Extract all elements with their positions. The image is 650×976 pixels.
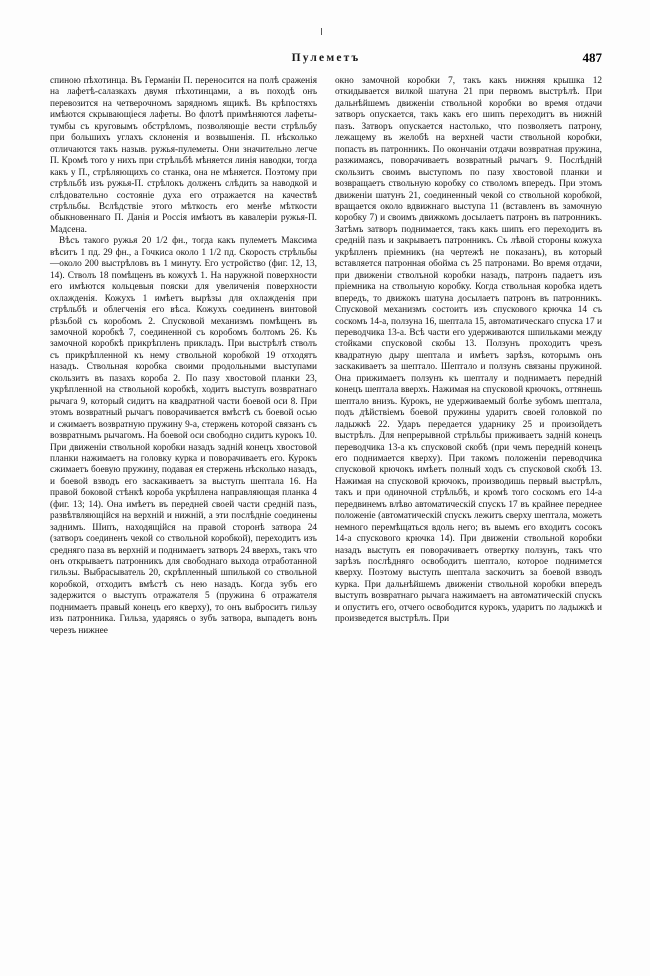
column-left bbox=[50, 76, 317, 956]
page-number: 487 bbox=[582, 50, 602, 65]
paragraph: спиною пѣхотинца. Въ Германіи П. переносится на полѣ сраженія на лафетѣ-салазкахъ двумя пѣхотинцами, а въ походѣ онъ перевозится на четверочномъ зарядномъ ящикѣ. Въ крѣпостяхъ имѣются скрывающіеся лафеты. Во флотѣ примѣняются лафеты-тумбы съ круговымъ обстрѣломъ, позволяющіе вести стрѣльбу при большихъ углахъ склоненія и возвышенія. П. нѣсколько отличаются такъ назыв. ружья-пулеметы. Они значительно легче П. Кромѣ того у нихъ при стрѣльбѣ мѣняется линія наводки, тогда какъ у П., стрѣляющихъ со станка, она не мѣняется. Поэтому при стрѣльбѣ изъ ружья-П. стрѣлокъ долженъ слѣдить за наводкой и слѣдовательно состояніе духа его отражается на качествѣ стрѣльбы. Вслѣдствіе этого мѣткость его менѣе мѣткости обыкновеннаго П. Данія и Россія имѣютъ въ кавалеріи ружья-П. Мадсена. bbox=[50, 76, 317, 235]
text-columns bbox=[50, 76, 602, 956]
column-right bbox=[335, 76, 602, 956]
page-tick-mark bbox=[321, 28, 322, 35]
paragraph: окно замочной коробки 7, такъ какъ нижняя крышка 12 откидывается вилкой шатуна 21 при первомъ выстрѣлѣ. При дальнѣйшемъ движеніи ствольной коробки во время отдачи затворъ опускается, такъ какъ его шипъ переходитъ въ нижній пазъ. Затворъ опускается настолько, что позволяетъ патрону, лежащему въ желобѣ на верхней части ствольной коробки, попасть въ патронникъ. По окончаніи отдачи возвратная пружина, разжимаясь, поворачиваетъ возвратный рычагъ 9. Послѣдній скользитъ своимъ выступомъ по пазу хвостовой планки и возвращаетъ ствольную коробку со стволомъ впередъ. При этомъ движеніи шатунъ 21, соединенный чекой со ствольной коробкой, вращается около вдвижнаго выступа 11 (вставленъ въ замочную коробку 7) и своимъ движкомъ досылаетъ патронъ въ патронникъ. Затѣмъ затворъ поднимается, такъ какъ шипъ его переходитъ въ средній пазъ и закрываетъ патронникъ. Съ лѣвой стороны кожуха укрѣпленъ пріемникъ (на чертежѣ не показанъ), въ который вставляется патронная обойма съ 25 патронами. Во время отдачи, при движеніи стволъной коробки назадъ, патронъ падаетъ изъ пріемника на ствольную коробку. Когда ствольная коробка идетъ впередъ, то движокъ шатуна досылаетъ патронъ въ патронникъ. Спусковой механизмъ состоитъ изъ спускового крючка 14 съ соскомъ 14-а, ползуна 16, шептала 15, автоматическаго спуска 17 и переводчика 13-а. Всѣ части его удерживаются шпильками между стойками спусковой скобы 13. Ползунъ проходитъ чрезъ квадратную дыру шептала и имѣетъ зарѣзъ, которымъ онъ заскакиваетъ за шептало. Шептало и ползунъ связаны пружиной. Она прижимаетъ ползунъ къ шепталу и поднимаетъ передній конецъ шептала вверхъ. Нажимая на спусковой крючокъ, оттянешь шептало внизъ. Курокъ, не удерживаемый болѣе зубомъ шептала, подъ дѣйствіемъ боевой пружины ударитъ своей головкой по ладыжкѣ 22. Ударъ передается ударнику 25 и произойдетъ выстрѣлъ. Для непрерывной стрѣльбы приживаетъ задній конецъ переводчика 13-а къ спусковой скобѣ (при чемъ передній конецъ его поднимается кверху). При такомъ положеніи переводчика спусковой крючокъ имѣетъ полный ходъ съ спусковой скобѣ 13. Нажимая на спусковой крючокъ, производишь первый выстрѣлъ, такъ и при одиночной стрѣльбѣ, и кромѣ того соскомъ его 14-а передвинемъ влѣво автоматическій спускъ 17 въ крайнее переднее положеніе (автоматическій спускъ лежитъ сверху шептала, можетъ немного перемѣщаться вдоль него; въ выемъ его входитъ сосокъ 14-а спускового крючка 14). При движеніи ствольной коробки назадъ выступъ ея поворачиваетъ отвертку ползунъ, такъ что зарѣзъ послѣдняго освободитъ шептало, которое поднимется кверху. Поэтому выступъ шептала заскочитъ за боевой взводъ курка. При дальнѣйшемъ движеніи ствольной коробки впередъ выступъ возвратнаго рычага нажимаетъ на автоматическій спускъ и опуститъ его, отчего освободится курокъ, ударитъ по ладыжкѣ и произведется выстрѣлъ. При bbox=[335, 76, 602, 625]
page-header bbox=[50, 52, 602, 70]
paragraph: Вѣсъ такого ружья 20 1/2 фн., тогда какъ пулеметъ Максима вѣситъ 1 пд. 29 фн., а Гочкиса около 1 1/2 пд. Скорость стрѣльбы—около 200 выстрѣловъ въ 1 минуту. Его устройство (фиг. 12, 13, 14). Стволъ 18 помѣщенъ въ кожухѣ 1. На наружной поверхности его имѣются кольцевыя пояски для увеличенія поверхности охлажденія. Кожухъ 1 имѣетъ вырѣзы для охлажденія при стрѣльбѣ и облегченія его вѣса. Кожухъ соединенъ винтовой рѣзьбой съ коробомъ 2. Спусковой механизмъ помѣщенъ въ замочной коробкѣ 7, соединенной съ коробомъ болтомъ 26. Къ замочной коробкѣ прикрѣпленъ прикладъ. При выстрѣлѣ стволъ съ прикрѣпленной къ нему ствольной коробкой 19 отходятъ назадъ. Ствольная коробка своими продольными выступами скользитъ въ пазахъ короба 2. По пазу хвостовой планки 23, укрѣпленной на ствольной коробкѣ, ходитъ выступъ возвратнаго рычага 9, который сидитъ на квадратной части боевой оси 8. При этомъ возвратный рычагъ поворачивается вмѣстѣ съ боевой осью и сжимаетъ возвратную пружину 9-а, стержень которой связанъ съ возвратнымъ рычагомъ. На боевой оси свободно сидитъ курокъ 10. При движеніи ствольной коробки назадъ задній конецъ хвостовой планки нажимаетъ на головку курка и поворачиваетъ его. Курокъ сжимаетъ боевую пружину, подавая ея стержень нѣсколько назадъ, и боевой взводъ его заскакиваетъ за выступъ шептала 16. На правой боковой стѣнкѣ короба укрѣплена направляющая планка 4 (фиг. 13; 14). Она имѣетъ въ передней своей части средній пазъ, развѣтвляющійся на верхній и нижній, а эти послѣдніе соединены заднимъ. Шипъ, находящійся на правой сторонѣ затвора 24 (затворъ соединенъ чекой со ствольной коробкой), переходитъ изъ средняго паза въ верхній и поднимаетъ затворъ 24 вверхъ, такъ что онъ открываетъ патронникъ для свободнаго выхода отработанной гильзы. Выбрасыватель 20, скрѣпленный шпилькой со ствольной коробкой, отходитъ вмѣстѣ съ нею назадъ. Когда зубъ его задержится о выступъ отражателя 5 (пружина 6 отражателя поднимаетъ правый конецъ его кверху), то онъ выброситъ гильзу изъ патронника. Гильза, ударяясь о зубъ затвора, выпадетъ вонъ черезъ нижнее bbox=[50, 236, 317, 636]
page-title: Пулеметъ bbox=[291, 52, 361, 64]
